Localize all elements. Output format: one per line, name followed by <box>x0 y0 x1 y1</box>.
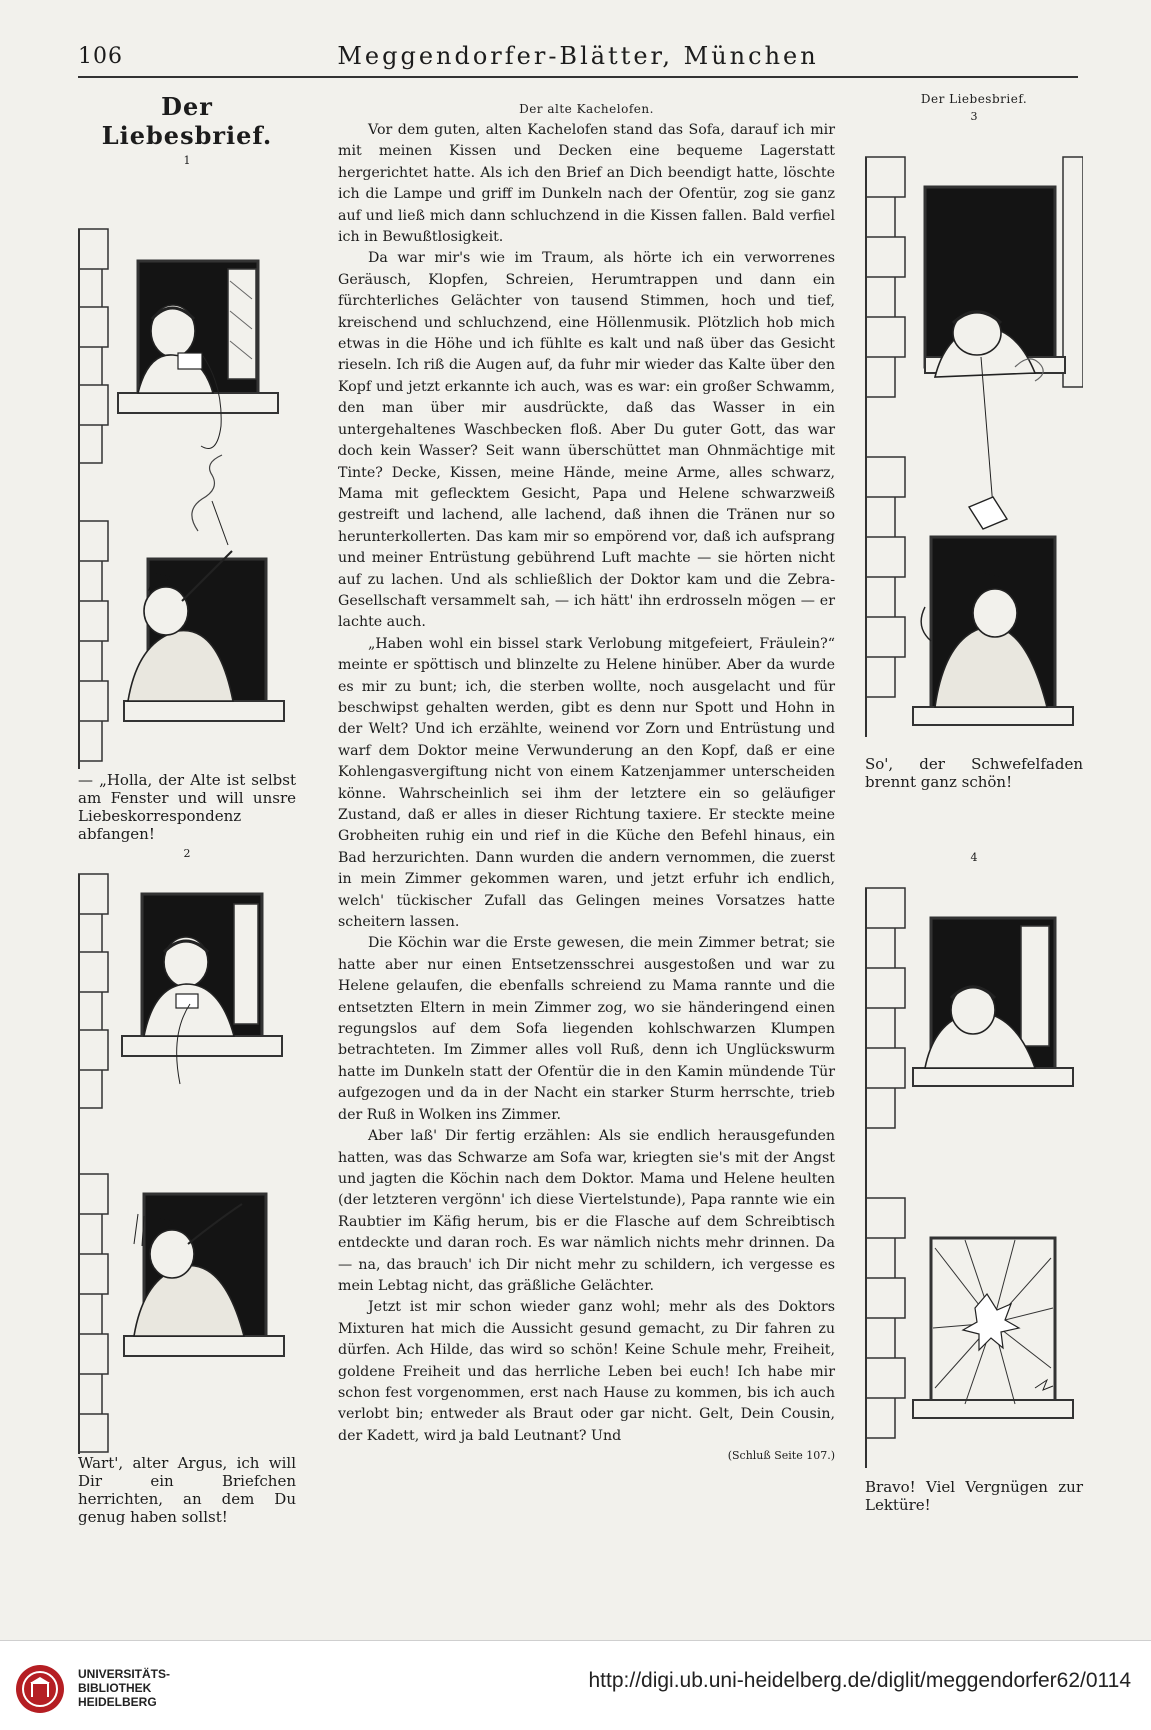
panel-3-caption: So', der Schwefelfaden brennt ganz schön! <box>865 755 1083 791</box>
panel-2-caption: Wart', alter Argus, ich will Dir ein Briefchen herrichten, an dem Du genug haben sollst! <box>78 1454 296 1526</box>
digitization-footer <box>0 1640 1151 1730</box>
page-number: 106 <box>78 44 123 69</box>
panel-number: 1 <box>183 154 191 167</box>
comic-title: Der Liebesbrief. <box>101 92 273 150</box>
panel-2-illustration <box>78 864 296 1454</box>
page-header <box>78 42 1078 78</box>
source-url-link[interactable]: http://digi.ub.uni-heidelberg.de/diglit/meggendorfer62/0114 <box>588 1669 1131 1692</box>
comic-panel-3 <box>865 127 1083 755</box>
panel-3-illustration <box>865 127 1083 755</box>
panel-4-caption: Bravo! Viel Vergnügen zur Lektüre! <box>865 1478 1083 1514</box>
left-comic-column <box>78 92 296 1526</box>
article-paragraph: „Haben wohl ein bissel stark Verlobung mitgefeiert, Fräulein?“ meinte er spöttisch und blinzelte zu Helene hinüber. Aber da wurde es mir zu bunt; ich, die sterben wollte, noch ausgelacht und für beschwipst gehalten werden, gibt es denn nur Spott und Hohn in der Welt? Und ich erzählte, weinend vor Zorn und Entrüstung und warf dem Doktor meine Verwunderung an den Kopf, daß er eine Kohlengasvergiftung nicht von einem Katzenjammer unterscheiden könne. Wahrscheinlich sei ihm der letztere ein so geläufiger Zustand, daß er alles in dieser Richtung taxiere. Er steckte meine Grobheiten ruhig ein und rief in die Küche den Befehl hinaus, ein Bad herzurichten. Dann wurden die andern vernommen, die zuerst in mein Zimmer gekommen waren, und jetzt erfuhr ich endlich, welch' tückischer Zufall das Gelingen meines Vorsatzes hatte scheitern lassen. <box>338 635 835 931</box>
continuation-note: (Schluß Seite 107.) <box>727 1449 835 1463</box>
library-name: UNIVERSITÄTS- BIBLIOTHEK HEIDELBERG <box>78 1667 171 1709</box>
article-paragraph: Jetzt ist mir schon wieder ganz wohl; mehr als des Doktors Mixturen hat mich die Aussicht gesund gemacht, zu Dir fahren zu dürfen. Ach Hilde, das wird so schön! Keine Schule mehr, Freiheit, goldene Freiheit und das herrliche Leben bei euch! Ich habe mir schon fest vorgenommen, erst nach Hause zu kommen, bis ich auch verlobt bin; entweder als Braut oder gar nicht. Gelt, Dein Cousin, der Kadett, wird ja bald Leutnant? Und <box>338 1299 835 1444</box>
right-comic-column <box>865 92 1083 1514</box>
panel-1-caption: — „Holla, der Alte ist selbst am Fenster und will unsre Liebeskorrespondenz abfangen! <box>78 771 296 843</box>
panel-1-illustration <box>78 171 296 771</box>
panel-number: 4 <box>970 851 978 864</box>
comic-panel-2 <box>78 864 296 1454</box>
article-column <box>338 102 835 1462</box>
article-title: Der alte Kachelofen. <box>519 102 654 116</box>
comic-panel-1 <box>78 171 296 771</box>
article-paragraph: Vor dem guten, alten Kachelofen stand das Sofa, darauf ich mir mit meinen Kissen und Decken eine bequeme Lagerstatt hergerichtet hatte. Als ich den Brief an Dich beendigt hatte, löschte ich die Lampe und griff im Dunkeln nach der Ofentür, zog sie ganz auf und ließ mich dann schluchzend in die Kissen fallen. Bald verfiel ich in Bewußtlosigkeit. <box>338 122 835 246</box>
running-title: Meggendorfer-Blätter, München <box>337 42 819 70</box>
university-seal-icon <box>14 1663 66 1715</box>
comic-title: Der Liebesbrief. <box>920 92 1028 106</box>
article-paragraph: Die Köchin war die Erste gewesen, die mein Zimmer betrat; sie hatte aber nur einen Entsetzensschrei ausgestoßen und war zu Helene gelaufen, die ebenfalls schreiend zu Mama rannte und die entsetzten Eltern in mein Zimmer zog, wo sie händeringend einen regungslos auf dem Sofa liegenden kohlschwarzen Klumpen betrachteten. Im Zimmer alles voll Ruß, denn ich Unglückswurm hatte im Dunkeln statt der Ofentür die in den Kamin mündende Tür aufgezogen und da in der Nacht ein starker Sturm herrschte, trieb der Ruß in Wolken ins Zimmer. <box>338 935 835 1123</box>
panel-number: 2 <box>183 847 191 860</box>
panel-4-illustration <box>865 868 1083 1478</box>
panel-number: 3 <box>970 110 978 123</box>
comic-panel-4 <box>865 868 1083 1478</box>
article-paragraph: Aber laß' Dir fertig erzählen: Als sie endlich herausgefunden hatten, was das Schwarze am Sofa war, kriegten sie's mit der Angst und jagten die Köchin nach dem Doktor. Mama und Helene heulten (der letzteren vergönn' ich diese Viertelstunde), Papa rannte wie ein Raubtier im Käfig herum, bis er die Flasche auf dem Schreibtisch entdeckte und daran roch. Es war nämlich nichts mehr drinnen. Da — na, das brauch' ich Dir nicht mehr zu schildern, ich vergesse es mein Lebtag nicht, das gräßliche Gelächter. <box>338 1128 835 1294</box>
article-paragraph: Da war mir's wie im Traum, als hörte ich ein verworrenes Geräusch, Klopfen, Schreien, Herumtrappen und dann ein fürchterliches Gelächter von tausend Stimmen, hoch und tief, kreischend und schluchzend, eine Höllenmusik. Plötzlich hob mich etwas in die Höhe und ich fühlte es kalt und naß über das Gesicht rieseln. Ich riß die Augen auf, da fuhr mir wieder das Kalte über den Kopf und jetzt erkannte ich auch, was es war: ein großer Schwamm, den man über mir ausdrückte, daß das Wasser in ein untergehaltenes Waschbecken floß. Aber Du guter Gott, das war doch kein Wasser? Seit wann überschüttet man Ohnmächtige mit Tinte? Decke, Kissen, meine Hände, meine Arme, alles schwarz, Mama mit geflecktem Gesicht, Papa und Helene schwarzweiß gestreift und lachend, alle lachend, daß ihnen die Tränen nur so herunterkollerten. Das kam mir so empörend vor, daß ich aufsprang und meiner Entrüstung gebührend Luft machte — sie hörten nicht auf zu lachen. Und als schließlich der Doktor kam und die Zebra-Gesellschaft versammelt sah, — ich hätt' ihn erdrosseln mögen — er lachte auch. <box>338 250 835 631</box>
